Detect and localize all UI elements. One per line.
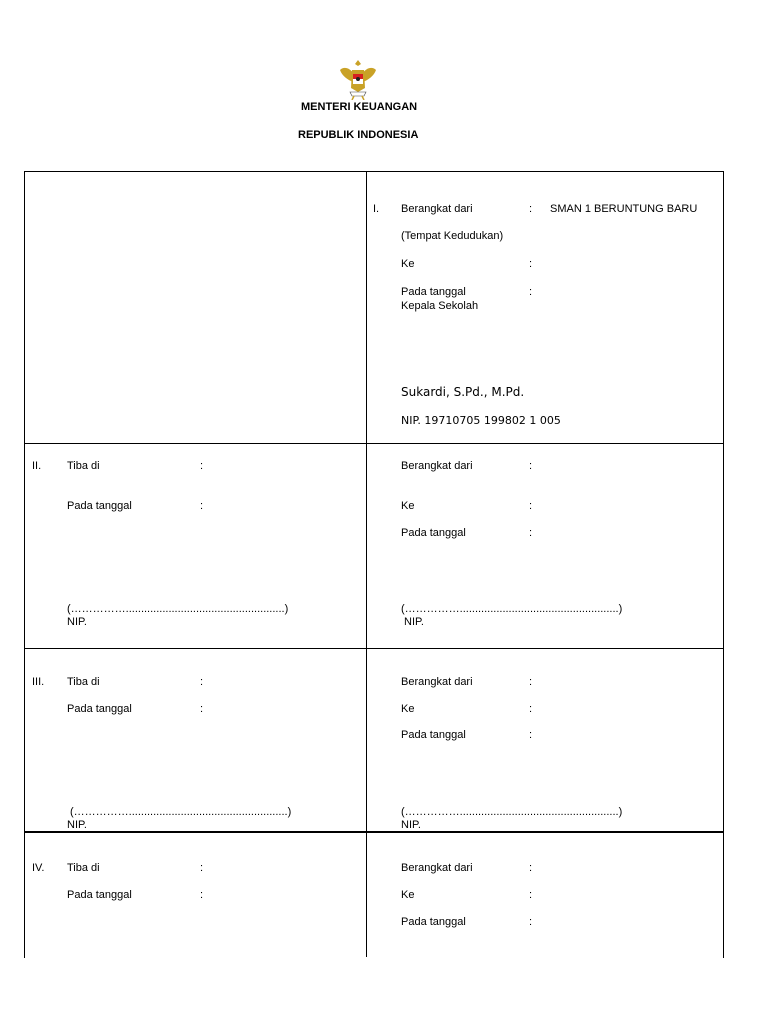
colon: :	[529, 500, 533, 512]
colon: :	[529, 889, 533, 901]
depart-value: SMAN 1 BERUNTUNG BARU	[550, 203, 698, 215]
depart-label: Berangkat dari	[401, 460, 473, 472]
signature-line: (……………....................................................)	[401, 603, 623, 615]
colon: :	[529, 460, 533, 472]
signature-line: (……………....................................................)	[67, 603, 289, 615]
form-frame	[24, 171, 724, 958]
nip-label: NIP.	[401, 819, 421, 831]
nip-label: NIP.	[67, 616, 87, 628]
colon: :	[529, 676, 533, 688]
column-divider	[366, 171, 367, 957]
colon: :	[200, 889, 204, 901]
signatory-name: Sukardi, S.Pd., M.Pd.	[401, 385, 525, 399]
arrive-label: Tiba di	[67, 460, 100, 472]
header-subtitle: REPUBLIK INDONESIA	[298, 129, 419, 141]
place-note: (Tempat Kedudukan)	[401, 230, 504, 242]
colon: :	[200, 460, 204, 472]
colon: :	[529, 916, 533, 928]
colon: :	[529, 729, 533, 741]
colon: :	[200, 703, 204, 715]
row-divider	[24, 443, 723, 444]
garuda-emblem-icon	[336, 56, 380, 100]
signature-line: (……………....................................................)	[70, 806, 292, 818]
colon: :	[529, 527, 533, 539]
date-label: Pada tanggal	[401, 286, 466, 298]
row-divider	[24, 831, 723, 833]
depart-label: Berangkat dari	[401, 862, 473, 874]
section-numeral: IV.	[32, 862, 45, 874]
colon: :	[529, 286, 533, 298]
date-label: Pada tanggal	[67, 703, 132, 715]
header-title: MENTERI KEUANGAN	[301, 101, 418, 113]
section-numeral: III.	[32, 676, 45, 688]
colon: :	[200, 676, 204, 688]
depart-label: Berangkat dari	[401, 676, 473, 688]
date-label: Pada tanggal	[401, 916, 466, 928]
row-divider	[24, 648, 723, 649]
date-label: Pada tanggal	[67, 500, 132, 512]
colon: :	[529, 258, 533, 270]
to-label: Ke	[401, 703, 415, 715]
role-label: Kepala Sekolah	[401, 300, 479, 312]
date-label: Pada tanggal	[401, 527, 466, 539]
colon: :	[529, 862, 533, 874]
nip-label: NIP.	[404, 616, 424, 628]
nip-label: NIP.	[67, 819, 87, 831]
depart-label: Berangkat dari	[401, 203, 473, 215]
colon: :	[200, 862, 204, 874]
colon: :	[529, 203, 533, 215]
signature-line: (……………....................................................)	[401, 806, 623, 818]
date-label: Pada tanggal	[67, 889, 132, 901]
to-label: Ke	[401, 889, 415, 901]
arrive-label: Tiba di	[67, 676, 100, 688]
to-label: Ke	[401, 500, 415, 512]
arrive-label: Tiba di	[67, 862, 100, 874]
date-label: Pada tanggal	[401, 729, 466, 741]
to-label: Ke	[401, 258, 415, 270]
signatory-nip: NIP. 19710705 199802 1 005	[401, 414, 561, 427]
colon: :	[529, 703, 533, 715]
section-numeral: II.	[32, 460, 42, 472]
colon: :	[200, 500, 204, 512]
section-numeral: I.	[373, 203, 380, 215]
